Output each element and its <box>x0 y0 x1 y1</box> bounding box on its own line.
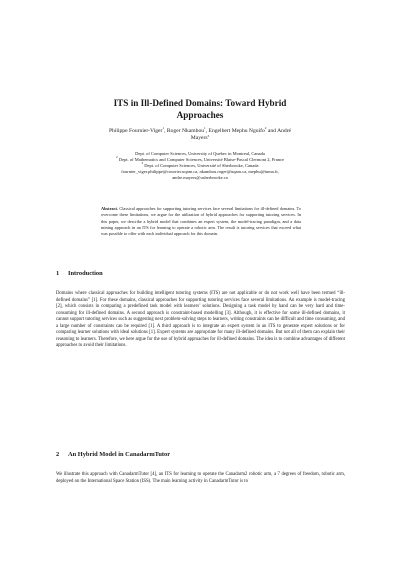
author-affil-mark: 1 <box>204 126 206 131</box>
affiliations <box>40 151 360 181</box>
paper-title <box>60 97 340 121</box>
section-body-introduction: Domains where classical approaches for building intelligent tutoring systems (ITS) are not applicable or do not work well have been termed “ill-defined domains” [1]. For these domains, classical approaches for supporting tutoring services face several limitations. An example is model-tracing [2], which consists in comparing a predefined task model with learners’ solutions. Designing a task model by hand can be very hard and time-consuming for ill-defined domains. A second approach is constraint-based modelling [3]. Although, it is effective for some ill-defined domains, it cannot support tutoring services such as suggesting next problem-solving steps to learners, writing constraints can be difficult and time consuming, and a large number of constraints can be required [1]. A third approach is to integrate an expert system in an ITS to generate expert solutions or for comparing learner solutions with ideal solutions [1]. Expert systems are appropriate for many ill-defined domains. But not all of them can explain their reasoning to learners. Therefore, we here argue for the use of hybrid approaches for ill-defined domains. The idea is to combine advantages of different approaches to avoid their limitations. <box>56 291 345 349</box>
section-heading-hybrid-model <box>56 451 170 459</box>
section-heading-introduction <box>56 270 103 278</box>
author-name: Mayers <box>190 135 208 142</box>
author-affil-mark: 1 <box>162 126 165 131</box>
section-body-hybrid-model: We illustrate this approach with CanadarmTutor [4], an ITS for learning to operate the Canadarm2 robotic arm, a 7 degrees of freedom, robotic arm, deployed on the International Space Station (ISS). The main learning activity in CanadarmTutor is to <box>56 472 345 484</box>
author-emails: andre.mayers@usherbrooke.ca <box>172 175 228 181</box>
affil-mark: 3 <box>141 161 144 166</box>
section-number: 2 <box>56 451 60 458</box>
abstract <box>101 206 301 237</box>
abstract-label: Abstract. <box>101 206 119 211</box>
author-name: and André <box>266 128 292 134</box>
author-emails: fournier_viger.philippe@courrier.uqam.ca, nkambou.roger@uqam.ca, mephu@iuma.fr, <box>121 169 279 175</box>
affil-mark: 2 <box>116 155 118 160</box>
author-affil-mark: 2 <box>264 126 267 131</box>
section-title: Introduction <box>68 270 103 277</box>
author-affil-mark: 3 <box>207 133 210 138</box>
author-name: , Engelbert Mephu Nguifo <box>205 128 265 134</box>
author-name: Philippe Fournier-Viger <box>108 128 163 134</box>
author-name: , Roger Nkambou <box>164 128 205 134</box>
affiliation-line: $^3$ Dept. of Computer Sciences, Université of Sherbrooke, Canada <box>141 161 259 169</box>
affiliation-line: Dept. of Computer Sciences, University of Quebec in Montreal, Canada <box>135 151 265 156</box>
author-line-1 <box>40 128 360 135</box>
title-line-1: ITS in Ill-Defined Domains: Toward Hybrid <box>113 98 287 108</box>
abstract-text: Classical approaches for supporting tutoring services face several limitations for ill-defined domains. To overcome these limitations, we argue for the utilization of hybrid approaches for supporting tutoring services. In this paper, we describe a hybrid model that combines an expert system, the model-tracing paradigm, and a data mining approach in an ITS for learning to operate a robotic arm. The result is tutoring services that exceed what was possible to offer with each individual approach for this domain. <box>101 206 301 237</box>
affiliation-line: $^2$ Dept. of Mathematics and Computer Sciences, Université Blaise-Pascal Clermont 2, France <box>116 155 284 163</box>
section-title: An Hybrid Model in CanadarmTutor <box>68 451 171 458</box>
title-line-2: Approaches <box>176 110 224 120</box>
author-list <box>40 128 360 143</box>
section-number: 1 <box>56 270 60 277</box>
author-line-2 <box>40 135 360 142</box>
